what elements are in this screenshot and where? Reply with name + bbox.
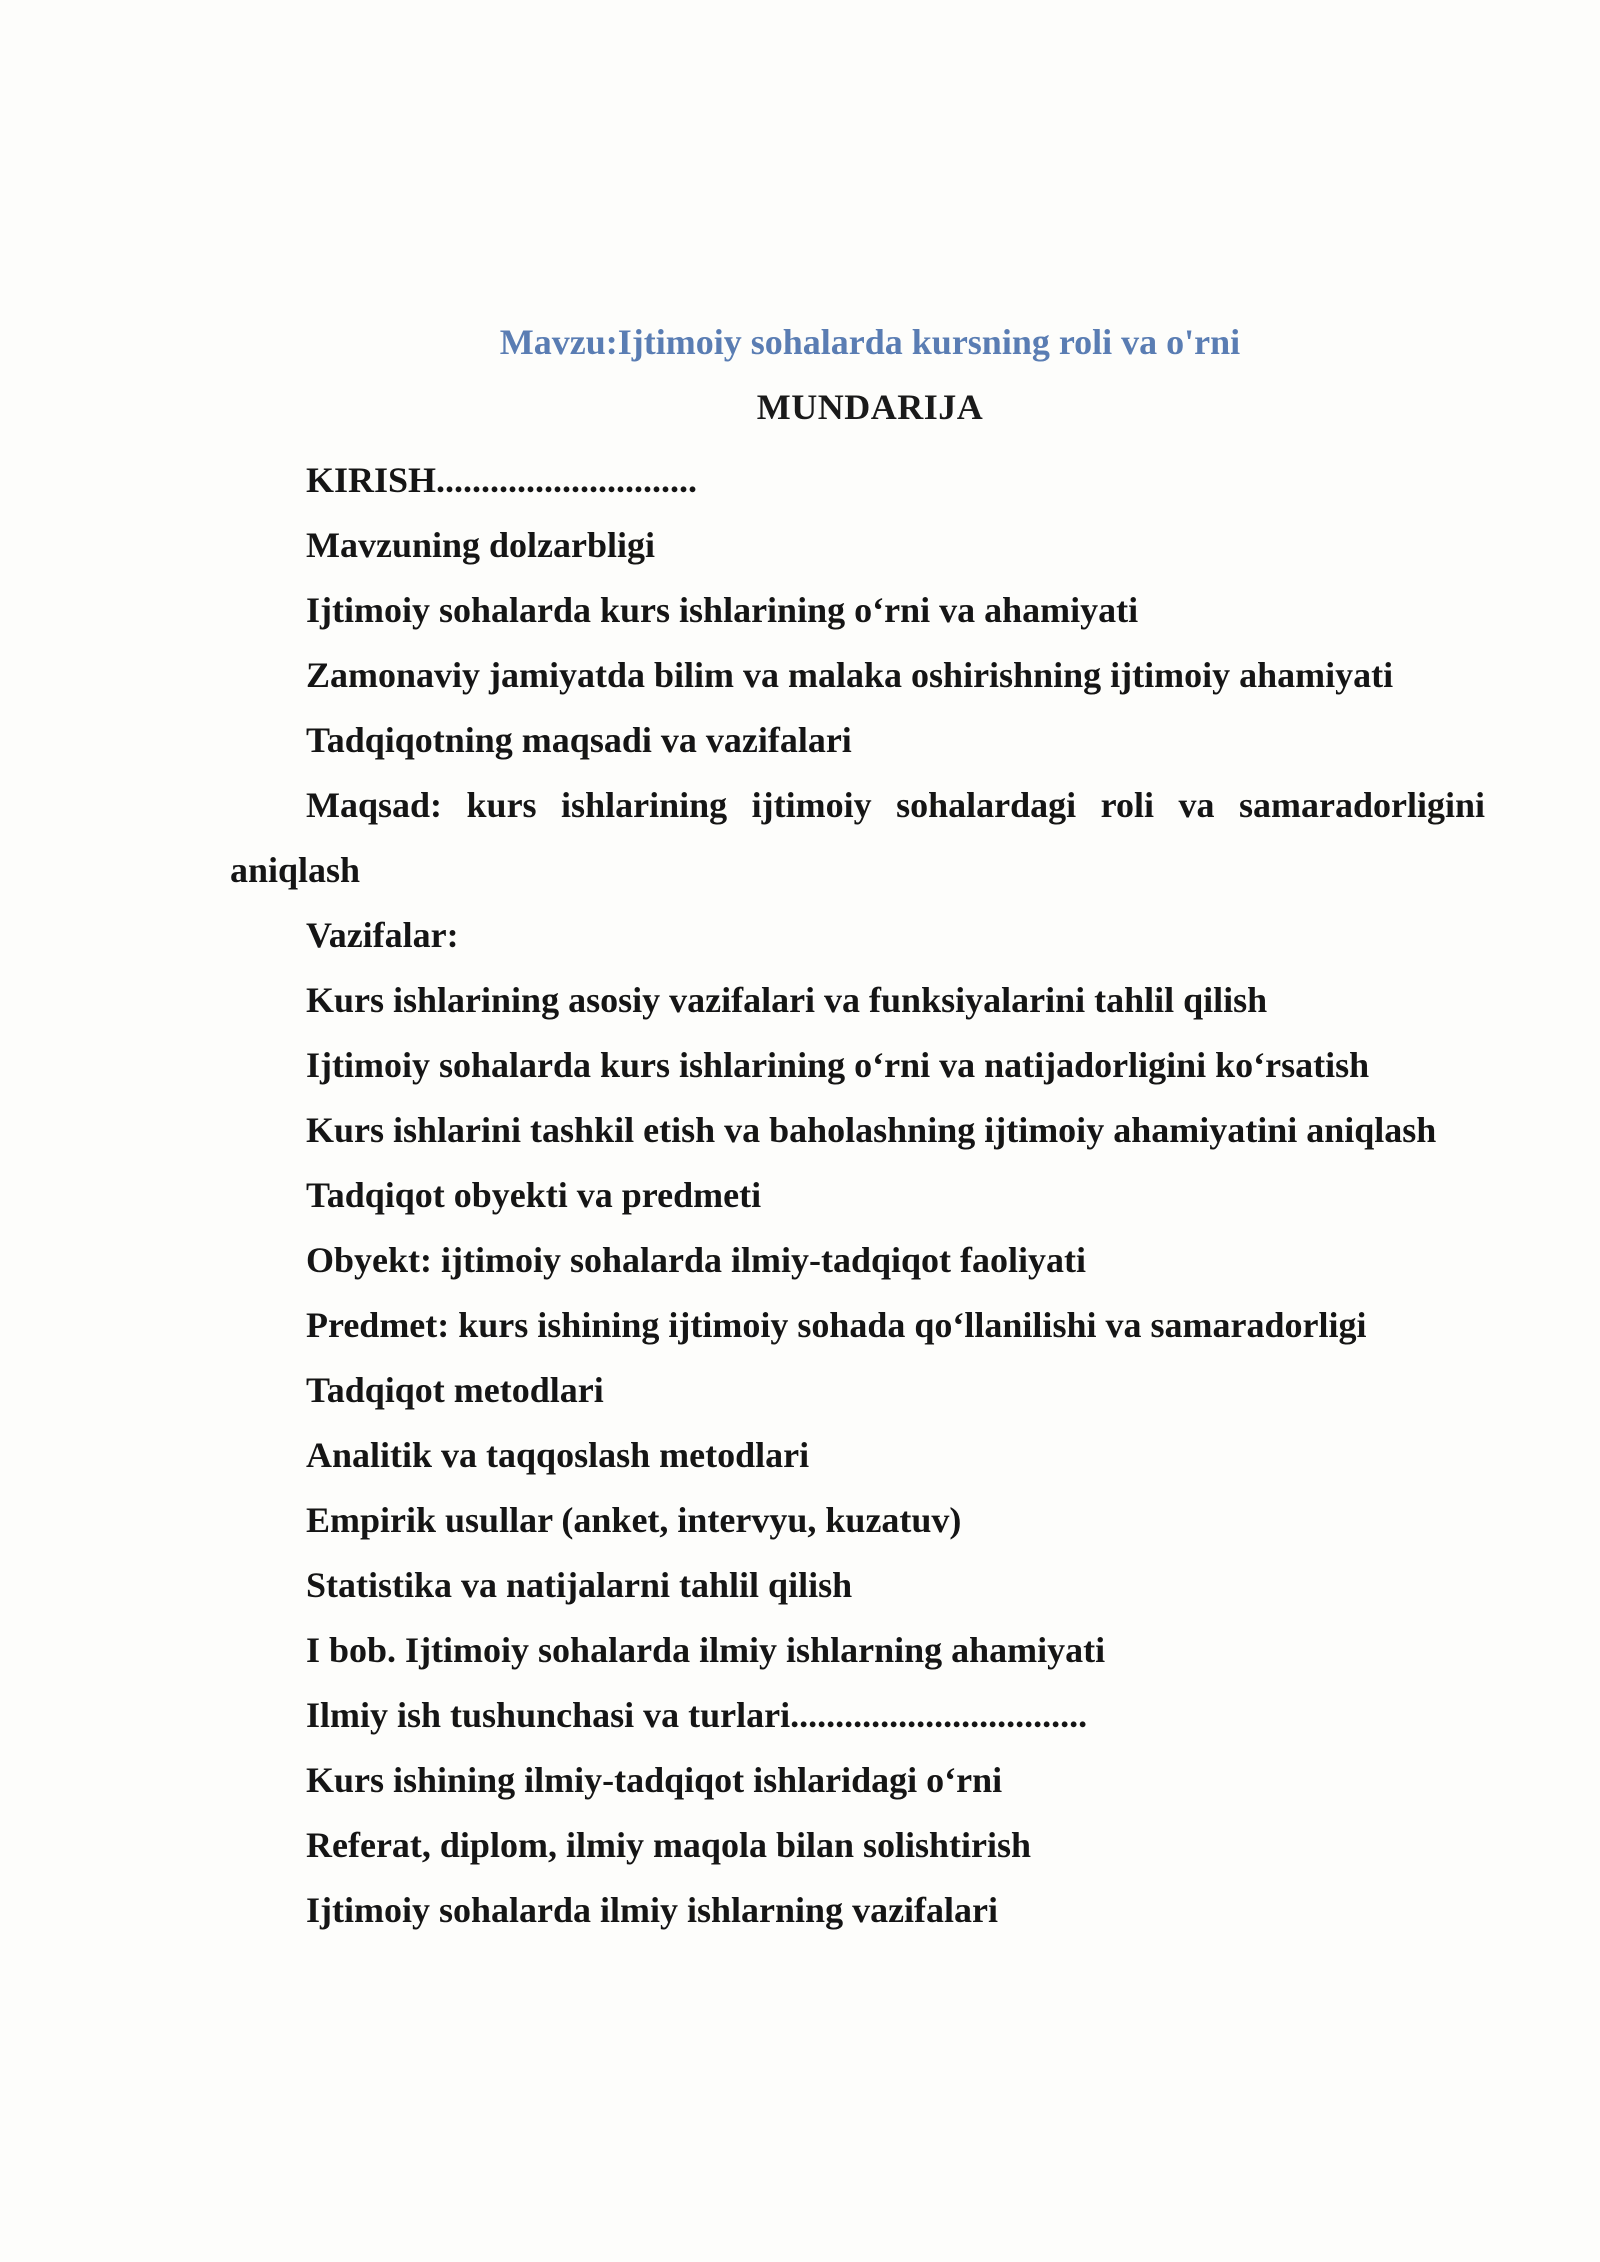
toc-item bbox=[230, 1033, 1485, 1098]
toc-item-text: Ilmiy ish tushunchasi va turlari................................. bbox=[306, 1695, 1088, 1735]
toc-item-text: Analitik va taqqoslash metodlari bbox=[306, 1435, 810, 1475]
toc-item bbox=[230, 1293, 1485, 1358]
toc-item-text: Predmet: kurs ishining ijtimoiy sohada qo‘llanilishi va samaradorligi bbox=[306, 1305, 1367, 1345]
toc-item-text: Mavzuning dolzarbligi bbox=[306, 525, 656, 565]
toc-item bbox=[230, 708, 1485, 773]
toc-item-text: Tadqiqotning maqsadi va vazifalari bbox=[306, 720, 852, 760]
toc-item bbox=[230, 1098, 1485, 1163]
toc-item-text: Empirik usullar (anket, intervyu, kuzatuv) bbox=[306, 1500, 962, 1540]
toc-item bbox=[230, 1878, 1485, 1943]
toc-item bbox=[230, 1163, 1485, 1228]
toc-item bbox=[230, 903, 1485, 968]
toc-item-text: Zamonaviy jamiyatda bilim va malaka oshirishning ijtimoiy ahamiyati bbox=[306, 655, 1394, 695]
toc-item bbox=[230, 643, 1485, 708]
toc-item bbox=[230, 773, 1485, 903]
toc-item bbox=[230, 578, 1485, 643]
toc-item bbox=[230, 1618, 1485, 1683]
toc-item-text: Ijtimoiy sohalarda ilmiy ishlarning vazifalari bbox=[306, 1890, 999, 1930]
toc-item-text: Tadqiqot metodlari bbox=[306, 1370, 604, 1410]
toc-item bbox=[230, 1228, 1485, 1293]
toc-item bbox=[230, 1423, 1485, 1488]
toc-item bbox=[230, 968, 1485, 1033]
toc-item bbox=[230, 1553, 1485, 1618]
toc-item-text: Kurs ishlarining asosiy vazifalari va funksiyalarini tahlil qilish bbox=[306, 980, 1268, 1020]
document-title: Mavzu:Ijtimoiy sohalarda kursning roli va o'rni bbox=[499, 322, 1241, 362]
toc-item bbox=[230, 448, 1485, 513]
toc-heading: MUNDARIJA bbox=[756, 387, 984, 427]
toc-item-text: Vazifalar: bbox=[306, 915, 459, 955]
toc-item-text: Kurs ishlarini tashkil etish va baholashning ijtimoiy ahamiyatini aniqlash bbox=[306, 1110, 1437, 1150]
toc-item-text: Obyekt: ijtimoiy sohalarda ilmiy-tadqiqot faoliyati bbox=[306, 1240, 1087, 1280]
toc-item-text: Referat, diplom, ilmiy maqola bilan solishtirish bbox=[306, 1825, 1032, 1865]
toc-item bbox=[230, 1488, 1485, 1553]
table-of-contents bbox=[230, 448, 1485, 1943]
toc-item-text: Ijtimoiy sohalarda kurs ishlarining o‘rni va ahamiyati bbox=[306, 590, 1139, 630]
toc-item bbox=[230, 513, 1485, 578]
toc-item bbox=[230, 1813, 1485, 1878]
toc-item-text: Kurs ishining ilmiy-tadqiqot ishlaridagi o‘rni bbox=[306, 1760, 1003, 1800]
toc-item bbox=[230, 1748, 1485, 1813]
toc-item-text: Statistika va natijalarni tahlil qilish bbox=[306, 1565, 853, 1605]
toc-item-text: Maqsad: kurs ishlarining ijtimoiy sohalardagi roli va samaradorligini aniqlash bbox=[230, 785, 1485, 890]
toc-item-text: Tadqiqot obyekti va predmeti bbox=[306, 1175, 762, 1215]
toc-item-text: KIRISH............................. bbox=[306, 460, 698, 500]
toc-item bbox=[230, 1683, 1485, 1748]
toc-item-text: Ijtimoiy sohalarda kurs ishlarining o‘rni va natijadorligini ko‘rsatish bbox=[306, 1045, 1370, 1085]
toc-item-text: I bob. Ijtimoiy sohalarda ilmiy ishlarning ahamiyati bbox=[306, 1630, 1106, 1670]
toc-item bbox=[230, 1358, 1485, 1423]
